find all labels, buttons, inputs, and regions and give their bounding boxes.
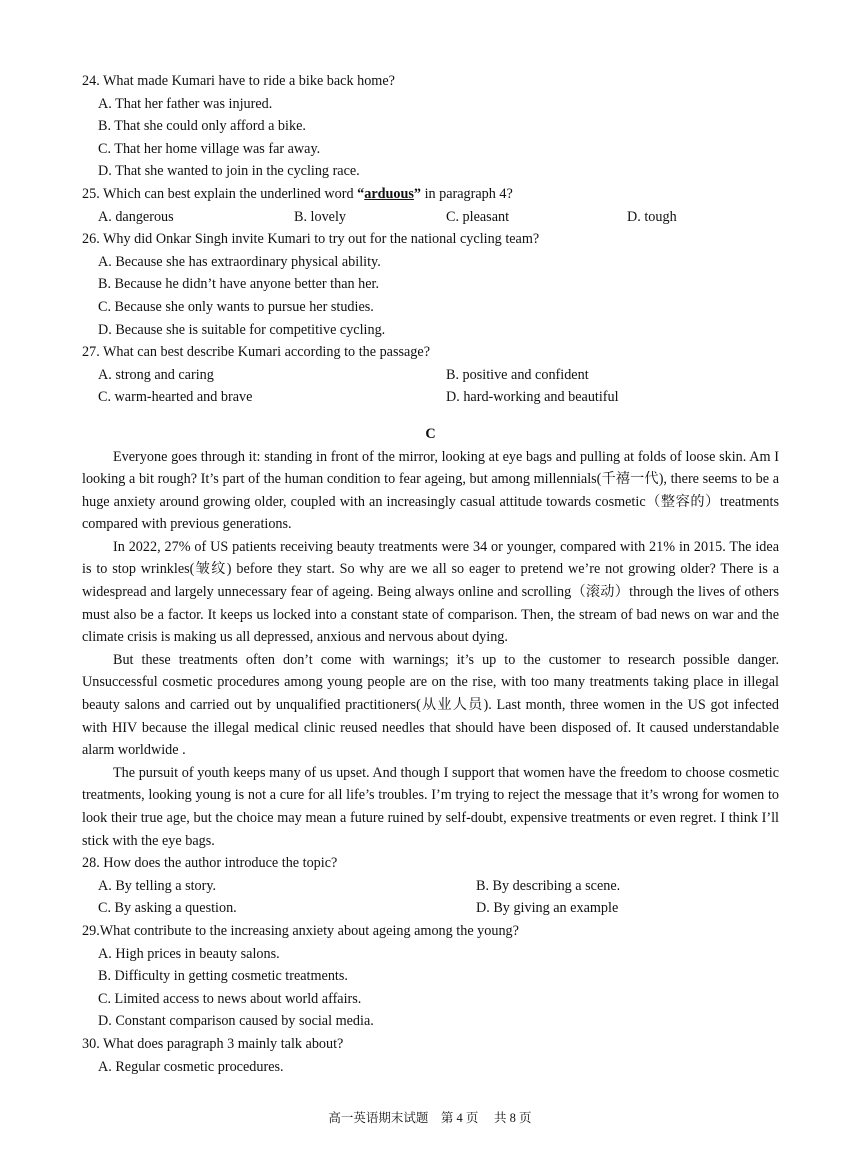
option-c: C. warm-hearted and brave — [98, 389, 253, 406]
underlined-word: arduous — [364, 185, 414, 202]
option-b: B. lovely — [294, 208, 347, 225]
option-b: B. By describing a scene. — [476, 877, 621, 894]
options-row — [82, 897, 779, 920]
question-30 — [82, 1033, 779, 1078]
option-a: A. strong and caring — [98, 366, 214, 383]
question-28 — [82, 852, 779, 920]
option-c: C. pleasant — [446, 208, 510, 225]
option-d: D. Because she is suitable for competitive cycling. — [98, 321, 386, 338]
option-b: B. positive and confident — [446, 366, 589, 383]
option-d: D. That she wanted to join in the cycling race. — [98, 163, 360, 180]
options-row — [82, 206, 779, 229]
option-b: B. Difficulty in getting cosmetic treatments. — [98, 968, 348, 985]
option-a: A. By telling a story. — [98, 877, 217, 894]
option-d: D. tough — [627, 208, 677, 225]
question-stem — [82, 183, 779, 206]
option-a: A. That her father was injured. — [98, 95, 273, 112]
options-row — [82, 386, 779, 409]
option-c: C. Because she only wants to pursue her studies. — [98, 298, 374, 315]
options-row — [82, 875, 779, 898]
question-stem: 30. What does paragraph 3 mainly talk about? — [82, 1035, 344, 1052]
close-quote: ” — [413, 185, 422, 202]
question-stem: 29.What contribute to the increasing anxiety about ageing among the young? — [82, 922, 519, 939]
exam-page — [82, 70, 779, 1078]
passage-paragraph-2: In 2022, 27% of US patients receiving beauty treatments were 34 or younger, compared with 21% in 2015. The idea is to stop wrinkles(皱纹) before they start. So why are we all so eager to pretend we’re not growing older? There is a widespread and largely unnecessary fear of ageing. Being always online and scrolling（滚动）through the lives of others must also be a factor. It keeps us locked into a constant state of comparison. Then, the stream of bad news on war and the climate crisis is making us all depressed, anxious and nervous about dying. — [82, 538, 779, 646]
option-a: A. High prices in beauty salons. — [98, 945, 280, 962]
option-a: A. Regular cosmetic procedures. — [98, 1058, 284, 1075]
option-a: A. dangerous — [98, 208, 174, 225]
page-footer: 高一英语期末试题 第 4 页 共 8 页 — [328, 1111, 532, 1125]
open-quote: “ — [357, 185, 365, 202]
passage-paragraph-3: But these treatments often don’t come with warnings; it’s up to the customer to research possible danger. Unsuccessful cosmetic procedures among young people are on the rise, with too many treatments taking place in illegal beauty salons and carried out by unqualified practitioners(从业人员). Last month, three women in the US got infected with HIV because the illegal medical clinic reused needles that should have been disposed of. It caused understandable alarm worldwide . — [82, 651, 779, 759]
question-27 — [82, 341, 779, 409]
option-c: C. That her home village was far away. — [98, 140, 321, 157]
passage-paragraph-1: Everyone goes through it: standing in front of the mirror, looking at eye bags and pulling at folds of loose skin. Am I looking a bit rough? It’s part of the human condition to fear ageing, but among millennials(千禧一代), there seems to be a huge anxiety around growing older, coupled with an increasingly casual attitude towards cosmetic（整容的）treatments compared with previous generations. — [82, 448, 779, 533]
question-stem: 24. What made Kumari have to ride a bike back home? — [82, 73, 395, 89]
passage-paragraph-4: The pursuit of youth keeps many of us upset. And though I support that women have the freedom to choose cosmetic treatments, looking young is not a cure for all life’s troubles. I’m trying to reject the message that it’s wrong for women to look their true age, but the choice may mean a future ruined by self-doubt, expensive treatments or even regret. I think I’ll stick with the eye bags. — [82, 764, 779, 849]
section-title: C — [425, 425, 436, 442]
question-24 — [82, 70, 779, 183]
question-stem: 27. What can best describe Kumari according to the passage? — [82, 344, 430, 361]
option-d: D. hard-working and beautiful — [446, 389, 619, 406]
option-c: C. Limited access to news about world affairs. — [98, 990, 362, 1007]
options-row — [82, 364, 779, 387]
option-b: B. Because he didn’t have anyone better than her. — [98, 276, 380, 293]
question-29 — [82, 920, 779, 1033]
question-25 — [82, 183, 779, 228]
option-c: C. By asking a question. — [98, 900, 237, 917]
question-stem: 28. How does the author introduce the topic? — [82, 855, 338, 872]
section-c — [82, 423, 779, 852]
stem-after: in paragraph 4? — [421, 185, 513, 202]
question-stem: 26. Why did Onkar Singh invite Kumari to try out for the national cycling team? — [82, 231, 540, 248]
option-a: A. Because she has extraordinary physical ability. — [98, 253, 381, 270]
option-b: B. That she could only afford a bike. — [98, 118, 306, 135]
option-d: D. Constant comparison caused by social media. — [98, 1013, 374, 1030]
question-26 — [82, 228, 779, 341]
option-d: D. By giving an example — [476, 900, 619, 917]
stem-before: 25. Which can best explain the underlined word — [82, 185, 358, 202]
